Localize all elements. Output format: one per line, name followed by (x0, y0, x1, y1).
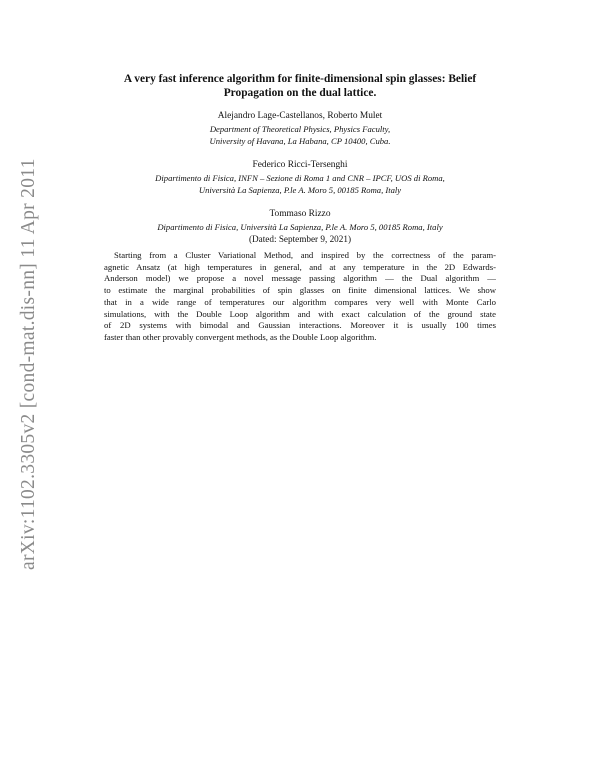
dated-line: (Dated: September 9, 2021) (248, 234, 352, 245)
abstract-line: to estimate the marginal probabilities of spin glasses on finite dimensional lattices. We show (104, 285, 496, 296)
author-names: Alejandro Lage-Castellanos, Roberto Mulet (217, 111, 383, 121)
paper-title-line-2: Propagation on the dual lattice. (223, 87, 377, 99)
arxiv-identifier-stamp: arXiv:1102.3305v2 [cond-mat.dis-nn] 11 Apr 2011 (18, 158, 39, 570)
abstract (104, 250, 496, 344)
paper-title (80, 72, 520, 100)
abstract-line: agnetic Ansatz (at high temperatures in general, and at any temperature in the 2D Edwards- (104, 261, 496, 272)
abstract-line: faster than other provably convergent methods, as the Double Loop algorithm. (104, 331, 377, 342)
author-block-1 (80, 110, 520, 148)
author-block-2 (80, 159, 520, 197)
affiliation-line: Università La Sapienza, P.le A. Moro 5, 00185 Roma, Italy (198, 185, 402, 196)
abstract-line: Anderson model) we propose a novel message passing algorithm — the Dual algorithm — (104, 273, 496, 284)
abstract-line: that in a wide range of temperatures our algorithm compares very well with Monte Carlo (104, 296, 496, 307)
affiliation-line: University of Havana, La Habana, CP 10400, Cuba. (209, 136, 391, 147)
affiliation-line: Department of Theoretical Physics, Physics Faculty, (209, 123, 391, 134)
author-names: Federico Ricci-Tersenghi (252, 160, 348, 170)
abstract-line: Starting from a Cluster Variational Method, and inspired by the correctness of the param- (114, 250, 496, 260)
abstract-line: of 2D systems with bimodal and Gaussian interactions. Moreover it is usually 100 times (104, 320, 496, 331)
abstract-line: simulations, with the Double Loop algorithm and with exact calculation of the ground state (104, 308, 496, 319)
affiliation-line: Dipartimento di Fisica, INFN – Sezione di Roma 1 and CNR – IPCF, UOS di Roma, (155, 172, 445, 183)
paper-title-line-1: A very fast inference algorithm for finite-dimensional spin glasses: Belief (123, 73, 477, 85)
affiliation-line: Dipartimento di Fisica, Università La Sapienza, P.le A. Moro 5, 00185 Roma, Italy (157, 221, 443, 232)
author-names: Tommaso Rizzo (269, 209, 331, 219)
author-block-3 (80, 208, 520, 246)
